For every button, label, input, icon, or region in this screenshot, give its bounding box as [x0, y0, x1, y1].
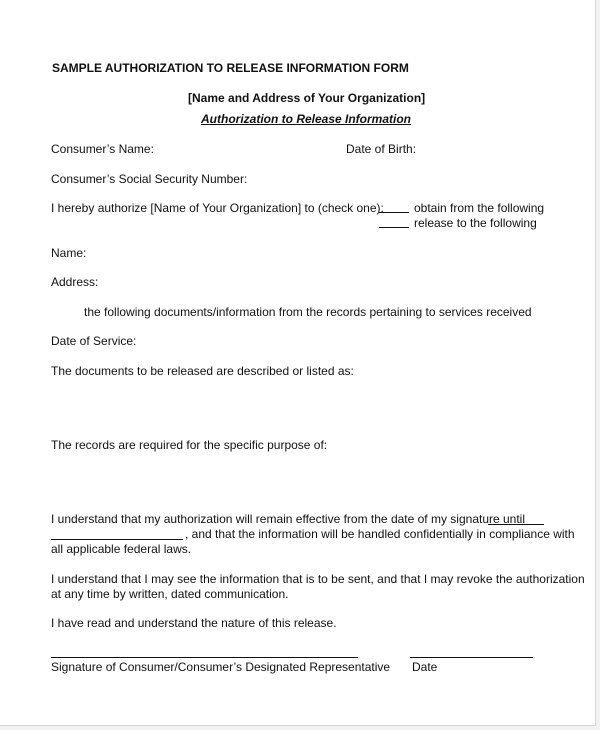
date-of-service-label: Date of Service:: [51, 334, 137, 348]
signature-line[interactable]: [51, 657, 358, 658]
revoke-text-line-2: at any time by written, dated communication.: [51, 587, 289, 601]
form-title: SAMPLE AUTHORIZATION TO RELEASE INFORMATION FORM: [52, 61, 409, 75]
documents-text: the following documents/information from the records pertaining to services received: [84, 305, 532, 319]
date-of-birth-label: Date of Birth:: [346, 142, 417, 156]
effective-text-line-1: I understand that my authorization will remain effective from the date of my signature until: [51, 512, 526, 526]
release-checkbox-line[interactable]: [379, 227, 409, 228]
name-label: Name:: [51, 246, 87, 260]
signature-label: Signature of Consumer/Consumer’s Designated Representative: [51, 660, 391, 674]
read-understand-text: I have read and understand the nature of this release.: [51, 616, 337, 630]
organization-placeholder: [Name and Address of Your Organization]: [188, 91, 426, 105]
option-release-label: release to the following: [414, 216, 537, 230]
effective-text-line-2: , and that the information will be handled confidentially in compliance with: [185, 527, 575, 541]
ssn-label: Consumer’s Social Security Number:: [51, 172, 248, 186]
purpose-label: The records are required for the specific purpose of:: [51, 438, 328, 452]
option-obtain-label: obtain from the following: [414, 201, 545, 215]
authorize-text: I hereby authorize [Name of Your Organization] to (check one):: [51, 201, 384, 215]
address-label: Address:: [51, 275, 99, 289]
form-subtitle: Authorization to Release Information: [201, 112, 412, 126]
documents-described-label: The documents to be released are described or listed as:: [51, 364, 354, 378]
effective-text-line-3: all applicable federal laws.: [51, 542, 192, 556]
signature-date-line[interactable]: [410, 657, 533, 658]
date-label: Date: [412, 660, 438, 674]
consumer-name-label: Consumer’s Name:: [51, 142, 154, 156]
obtain-checkbox-line[interactable]: [379, 212, 409, 213]
effective-date-blank[interactable]: [51, 539, 183, 540]
effective-until-blank[interactable]: [488, 524, 544, 525]
revoke-text-line-1: I understand that I may see the information that is to be sent, and that I may revoke the authorization: [51, 572, 585, 586]
